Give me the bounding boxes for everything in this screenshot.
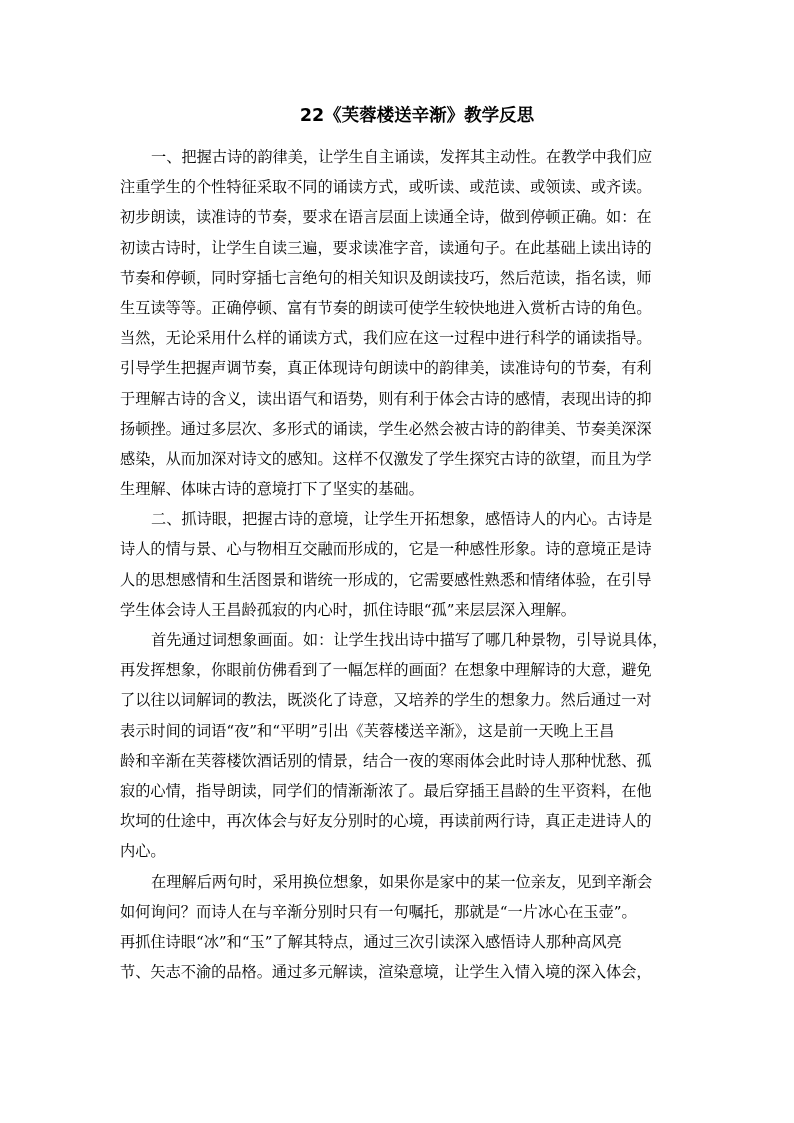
text-line: 于理解古诗的含义，读出语气和语势，则有利于体会古诗的感情，表现出诗的抑 [120, 389, 652, 408]
text-line: 表示时间的词语“夜”和“平明”引出《芙蓉楼送辛渐》，这是前一天晚上王昌 [120, 721, 615, 740]
text-line: 节奏和停顿，同时穿插七言绝句的相关知识及朗读技巧，然后范读，指名读，师 [120, 268, 652, 287]
text-line: 当然，无论采用什么样的诵读方式，我们应在这一过程中进行科学的诵读指导。 [120, 329, 652, 348]
text-line: 感染，从而加深对诗文的感知。这样不仅激发了学生探究古诗的欲望，而且为学 [120, 449, 652, 468]
text-line: 再抓住诗眼“冰”和“玉”了解其特点，通过三次引读深入感悟诗人那种高风亮 [120, 932, 622, 951]
text-line: 初步朗读，读准诗的节奏，要求在语言层面上读通全诗，做到停顿正确。如：在 [120, 208, 652, 227]
text-line: 注重学生的个性特征采取不同的诵读方式，或听读、或范读、或领读、或齐读。 [120, 178, 652, 197]
text-line: 再发挥想象，你眼前仿佛看到了一幅怎样的画面？在想象中理解诗的大意，避免 [120, 661, 652, 680]
paragraph-4 [120, 867, 680, 988]
text-line: 初读古诗时，让学生自读三遍，要求读准字音，读通句子。在此基础上读出诗的 [120, 238, 652, 257]
text-line: 了以往以词解词的教法，既淡化了诗意，又培养的学生的想象力。然后通过一对 [120, 691, 652, 710]
text-line: 寂的心情，指导朗读，同学们的情渐渐浓了。最后穿插王昌龄的生平资料，在他 [120, 781, 652, 800]
paragraph-3 [120, 625, 680, 867]
document-body [120, 142, 680, 987]
text-line: 人的思想感情和生活图景和谐统一形成的，它需要感性熟悉和情绪体验，在引导 [120, 570, 652, 589]
text-line: 首先通过词想象画面。如：让学生找出诗中描写了哪几种景物，引导说具体， [151, 631, 668, 649]
text-line: 诗人的情与景、心与物相互交融而形成的，它是一种感性形象。诗的意境正是诗 [120, 540, 652, 559]
text-line: 一、把握古诗的韵律美，让学生自主诵读，发挥其主动性。在教学中我们应 [151, 148, 653, 166]
text-line: 如何询问？而诗人在与辛渐分别时只有一句嘱托，那就是“一片冰心在玉壶”。 [120, 902, 637, 921]
text-line: 扬顿挫。通过多层次、多形式的诵读，学生必然会被古诗的韵律美、节奏美深深 [120, 419, 652, 438]
text-line: 内心。 [120, 842, 166, 861]
paragraph-1 [120, 142, 680, 504]
text-line: 二、抓诗眼，把握古诗的意境，让学生开拓想象，感悟诗人的内心。古诗是 [151, 510, 653, 529]
document-title: 22《芙蓉楼送辛渐》教学反思 [299, 106, 535, 126]
text-line: 引导学生把握声调节奏，真正体现诗句朗读中的韵律美，读准诗句的节奏，有利 [120, 359, 652, 378]
paragraph-2 [120, 504, 680, 625]
text-line: 坎坷的仕途中，再次体会与好友分别时的心境，再读前两行诗，真正走进诗人的 [120, 812, 652, 831]
text-line: 在理解后两句时，采用换位想象，如果你是家中的某一位亲友，见到辛渐会 [151, 872, 653, 891]
text-line: 学生体会诗人王昌龄孤寂的内心时，抓住诗眼“孤”来层层深入理解。 [120, 600, 576, 619]
text-line: 龄和辛渐在芙蓉楼饮酒话别的情景，结合一夜的寒雨体会此时诗人那种忧愁、孤 [120, 751, 652, 770]
text-line: 节、矢志不渝的品格。通过多元解读，渲染意境，让学生入情入境的深入体会， [120, 963, 652, 982]
text-line: 生理解、体味古诗的意境打下了坚实的基础。 [120, 480, 424, 499]
text-line: 生互读等等。正确停顿、富有节奏的朗读可使学生较快地进入赏析古诗的角色。 [120, 298, 652, 317]
